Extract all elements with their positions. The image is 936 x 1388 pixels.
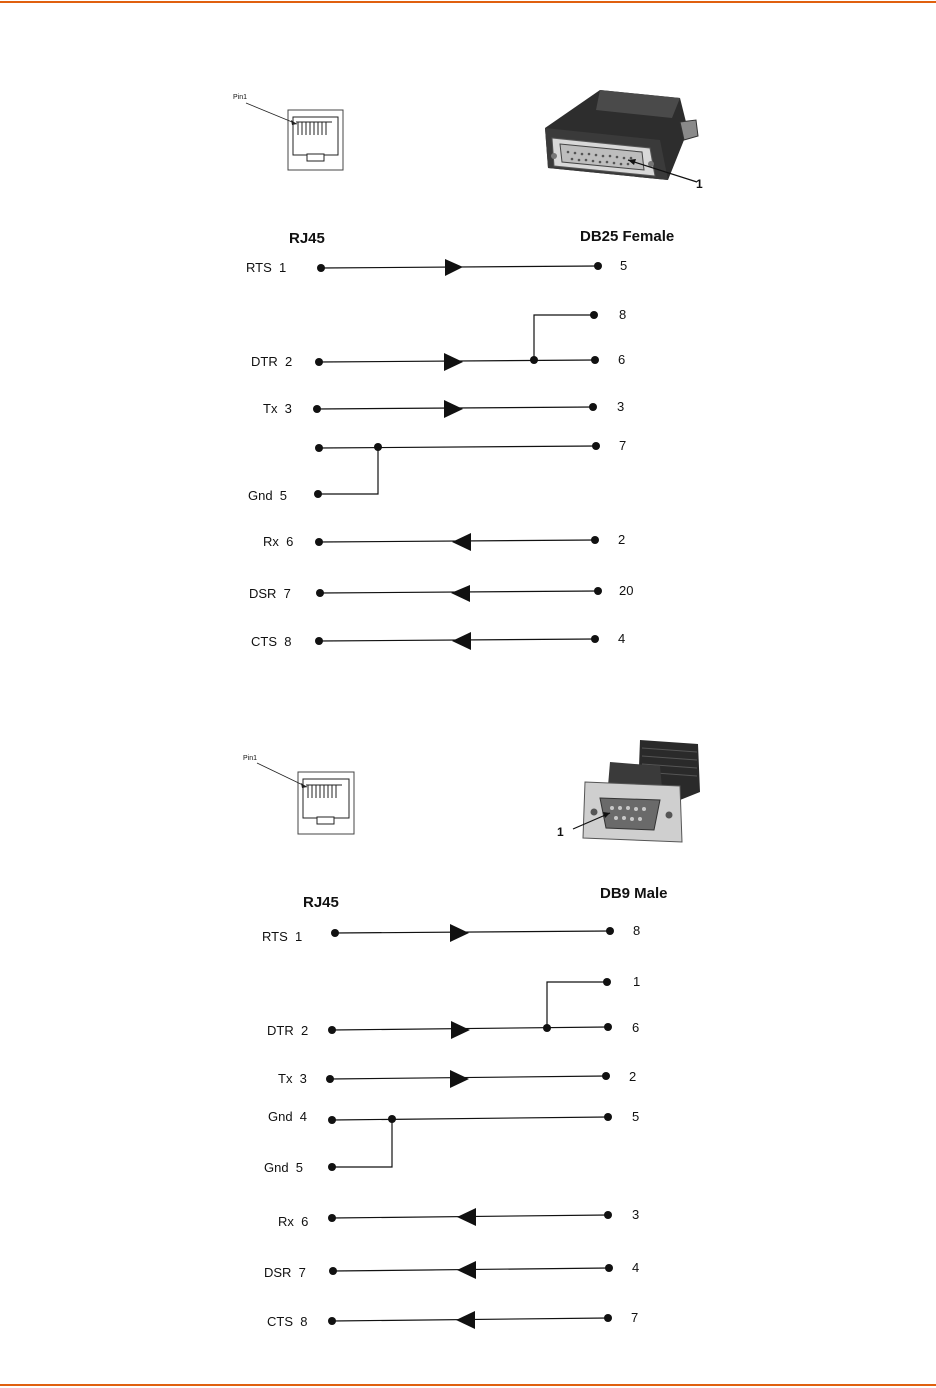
right-connector-header: DB9 Male bbox=[600, 885, 668, 902]
wire-cts bbox=[328, 1311, 612, 1329]
signal-label: Rx 6 bbox=[278, 1214, 309, 1229]
wire-dtr bbox=[328, 978, 612, 1039]
signal-label: DSR 7 bbox=[264, 1265, 306, 1280]
pin-label: 5 bbox=[620, 258, 628, 273]
left-connector-header: RJ45 bbox=[289, 230, 325, 247]
pin1-label: Pin1 bbox=[233, 94, 248, 101]
pin1-callout: 1 bbox=[696, 177, 703, 191]
pin-label: 2 bbox=[618, 532, 626, 547]
pin-label: 4 bbox=[632, 1260, 640, 1275]
pin1-label: Pin1 bbox=[243, 755, 258, 762]
adapter-db25-section bbox=[233, 90, 703, 650]
pin-label: 3 bbox=[617, 399, 625, 414]
pin-label: 7 bbox=[619, 438, 627, 453]
wire-rx bbox=[328, 1208, 612, 1226]
signal-label: Tx 3 bbox=[278, 1071, 307, 1086]
wire-rts bbox=[331, 924, 614, 942]
wire-cts bbox=[315, 632, 599, 650]
signal-label: CTS 8 bbox=[267, 1314, 308, 1329]
wire-dtr bbox=[315, 311, 599, 371]
pin-label: 8 bbox=[633, 923, 641, 938]
adapter-db9-section bbox=[243, 740, 700, 1329]
signal-label: Gnd 5 bbox=[264, 1160, 304, 1175]
signal-label: Gnd 4 bbox=[268, 1109, 308, 1124]
pin-label: 4 bbox=[618, 631, 626, 646]
signal-label: RTS 1 bbox=[262, 929, 303, 944]
wire-dsr bbox=[329, 1261, 613, 1279]
wire-rts bbox=[317, 259, 602, 276]
pin-label: 3 bbox=[632, 1207, 640, 1222]
wire-rx bbox=[315, 533, 599, 551]
pin-label: 5 bbox=[632, 1109, 640, 1124]
pin-label: 1 bbox=[633, 974, 641, 989]
pin-label: 6 bbox=[632, 1020, 640, 1035]
right-connector-header: DB25 Female bbox=[580, 228, 675, 245]
signal-label: CTS 8 bbox=[251, 634, 292, 649]
rj45-jack-icon bbox=[257, 763, 354, 834]
pin-label: 6 bbox=[618, 352, 626, 367]
pin-label: 7 bbox=[631, 1310, 639, 1325]
signal-label: Gnd 5 bbox=[248, 488, 288, 503]
wire-tx bbox=[313, 400, 597, 418]
db9-male-adapter-icon bbox=[573, 740, 700, 842]
left-connector-header: RJ45 bbox=[303, 894, 339, 911]
wire-dsr bbox=[316, 585, 602, 602]
pin1-callout: 1 bbox=[557, 825, 564, 839]
pin-label: 20 bbox=[619, 583, 634, 598]
wire-gnd bbox=[328, 1113, 612, 1171]
signal-label: RTS 1 bbox=[246, 260, 287, 275]
rj45-jack-icon bbox=[246, 103, 343, 170]
signal-label: DTR 2 bbox=[267, 1023, 309, 1038]
db25-female-adapter-icon bbox=[545, 90, 698, 182]
signal-label: DSR 7 bbox=[249, 586, 291, 601]
pin-label: 8 bbox=[619, 307, 627, 322]
wire-tx bbox=[326, 1070, 610, 1088]
signal-label: Rx 6 bbox=[263, 534, 294, 549]
signal-label: DTR 2 bbox=[251, 354, 293, 369]
signal-label: Tx 3 bbox=[263, 401, 292, 416]
pin-label: 2 bbox=[629, 1069, 637, 1084]
wire-gnd bbox=[314, 442, 600, 498]
